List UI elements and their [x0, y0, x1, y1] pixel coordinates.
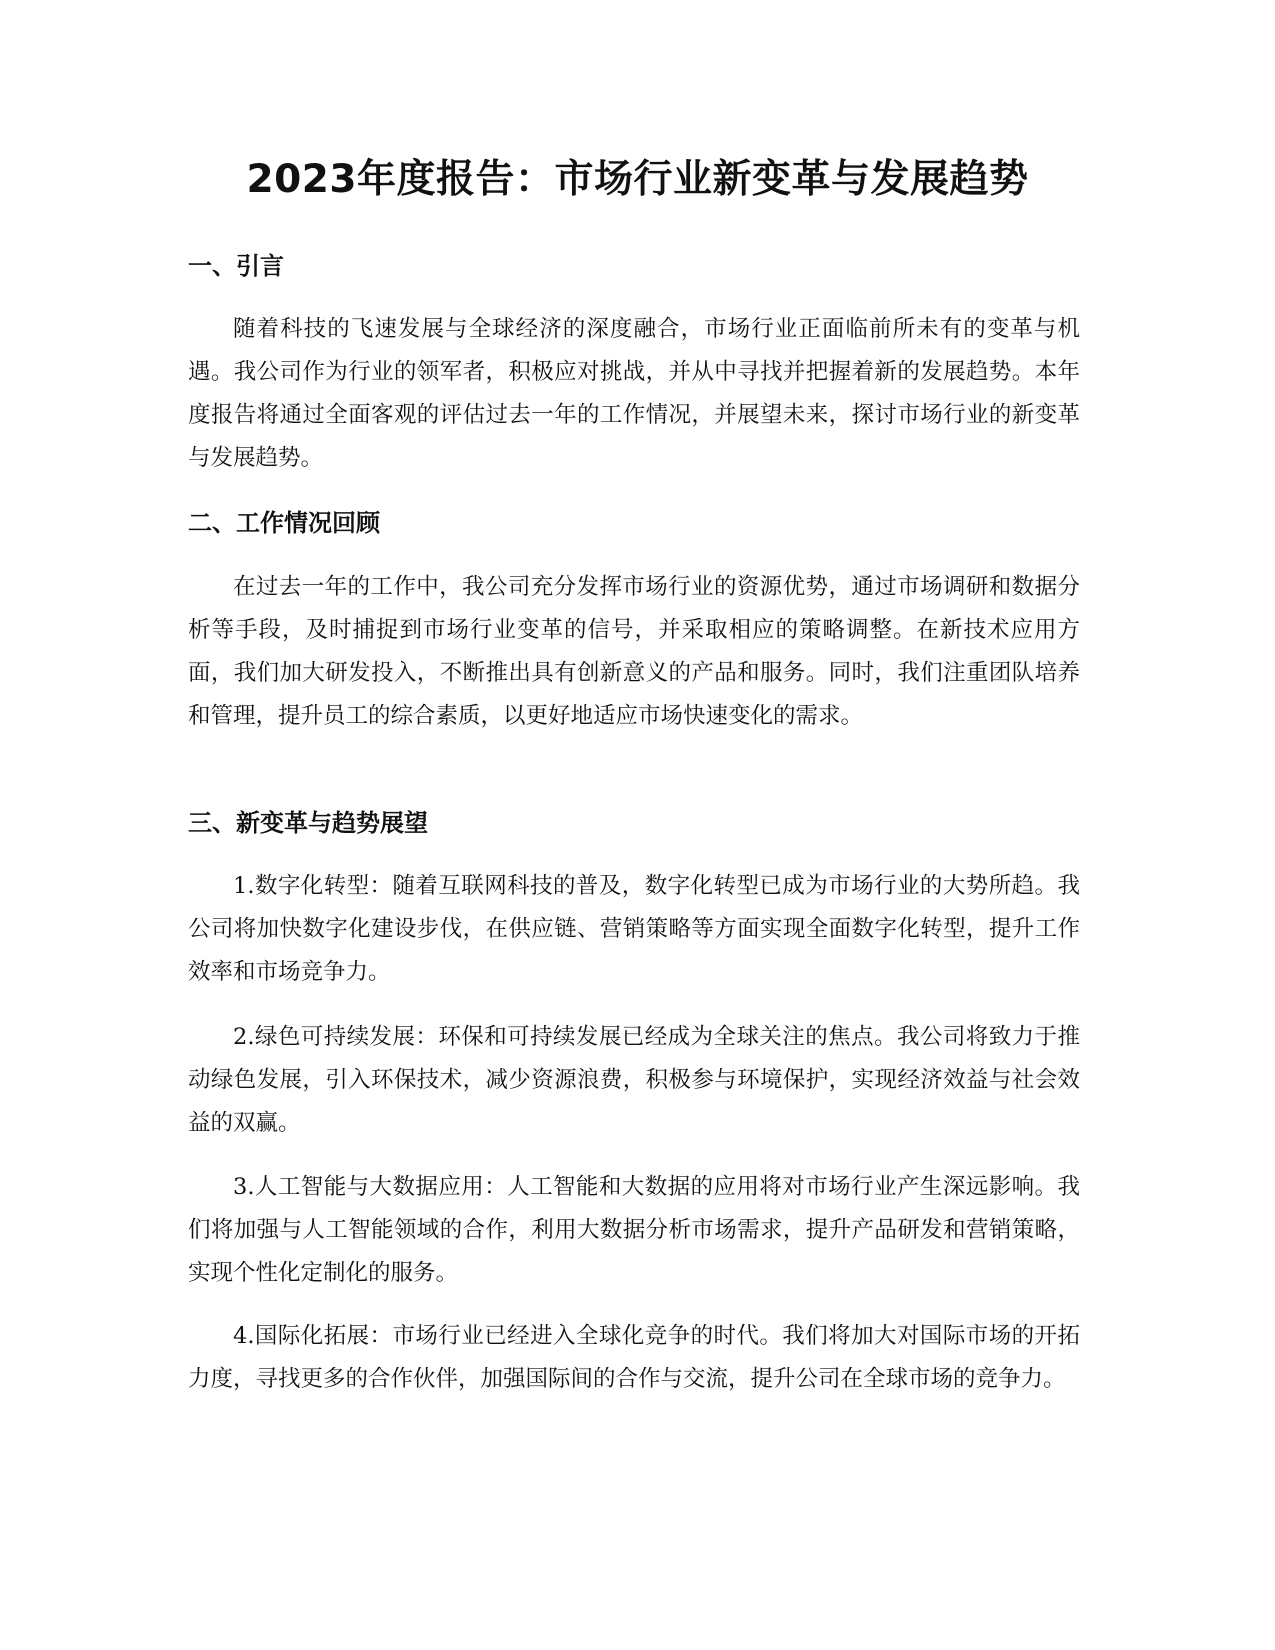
section-heading-work-review: 二、工作情况回顾: [188, 509, 380, 537]
paragraph-internationalization: 4.国际化拓展：市场行业已经进入全球化竞争的时代。我们将加大对国际市场的开拓力度，寻找更多的合作伙伴，加强国际间的合作与交流，提升公司在全球市场的竞争力。: [188, 1323, 1080, 1392]
document-title: 2023年度报告：市场行业新变革与发展趋势: [246, 157, 1029, 202]
paragraph-green-development: 2.绿色可持续发展：环保和可持续发展已经成为全球关注的焦点。我公司将致力于推动绿色发展，引入环保技术，减少资源浪费，积极参与环境保护，实现经济效益与社会效益的双赢。: [188, 1024, 1080, 1136]
section-heading-introduction: 一、引言: [188, 252, 284, 280]
section-heading-outlook: 三、新变革与趋势展望: [188, 809, 428, 837]
paragraph-introduction: 随着科技的飞速发展与全球经济的深度融合，市场行业正面临前所未有的变革与机遇。我公司作为行业的领军者，积极应对挑战，并从中寻找并把握着新的发展趋势。本年度报告将通过全面客观的评估过去一年的工作情况，并展望未来，探讨市场行业的新变革与发展趋势。: [188, 316, 1080, 471]
paragraph-ai-big-data: 3.人工智能与大数据应用：人工智能和大数据的应用将对市场行业产生深远影响。我们将加强与人工智能领域的合作，利用大数据分析市场需求，提升产品研发和营销策略，实现个性化定制化的服务。: [188, 1174, 1080, 1286]
paragraph-digital-transformation: 1.数字化转型：随着互联网科技的普及，数字化转型已成为市场行业的大势所趋。我公司将加快数字化建设步伐，在供应链、营销策略等方面实现全面数字化转型，提升工作效率和市场竞争力。: [188, 873, 1080, 985]
paragraph-work-review: 在过去一年的工作中，我公司充分发挥市场行业的资源优势，通过市场调研和数据分析等手段，及时捕捉到市场行业变革的信号，并采取相应的策略调整。在新技术应用方面，我们加大研发投入，不断推出具有创新意义的产品和服务。同时，我们注重团队培养和管理，提升员工的综合素质，以更好地适应市场快速变化的需求。: [188, 574, 1080, 729]
